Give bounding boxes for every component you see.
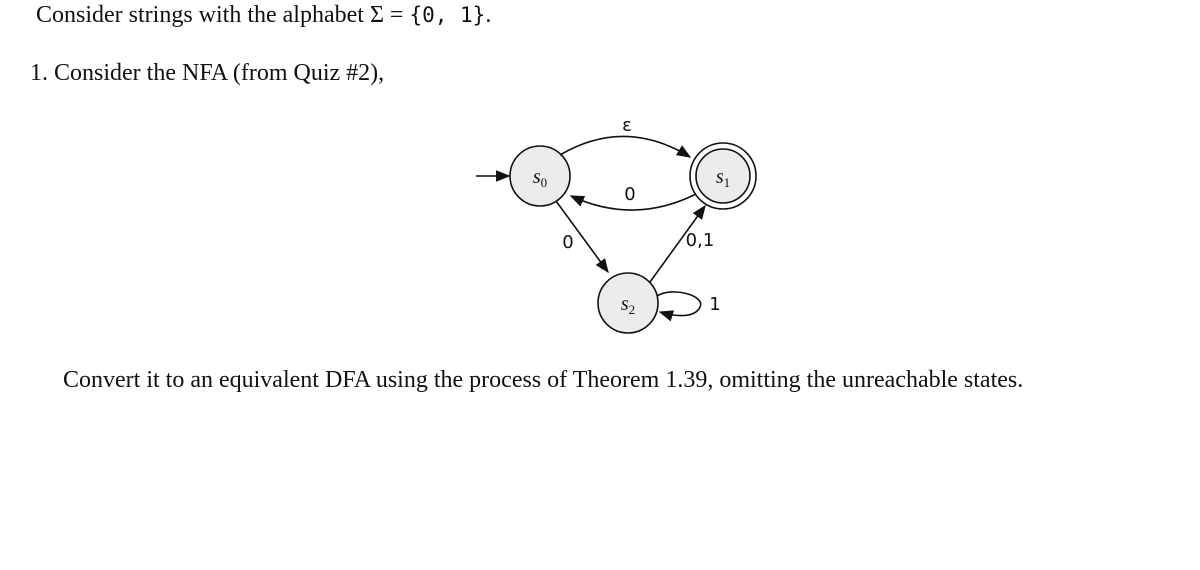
- question-number: 1.: [30, 60, 48, 86]
- state-s2-base: s: [620, 293, 629, 315]
- edge-label-epsilon: ε: [622, 115, 632, 136]
- question-text: Consider the NFA (from Quiz #2),: [54, 60, 385, 86]
- edge-s2-loop-1: [657, 292, 701, 316]
- state-s1-base: s: [715, 166, 724, 188]
- state-s1-sub: 1: [723, 175, 731, 190]
- state-s0-sub: 0: [540, 175, 548, 190]
- intro-prefix: Consider strings with the alphabet Σ =: [36, 2, 410, 28]
- edge-label-s2-loop: 1: [709, 294, 721, 315]
- state-s1: [690, 143, 756, 209]
- edge-label-s1-s0: 0: [624, 184, 636, 205]
- state-s0-base: s: [532, 166, 541, 188]
- alphabet-set: {0, 1}: [409, 3, 486, 27]
- edge-label-s0-s2: 0: [562, 232, 574, 253]
- instruction-text: Convert it to an equivalent DFA using the process of Theorem 1.39, omitting the unreachable states.: [63, 367, 1024, 393]
- intro-suffix: .: [485, 2, 492, 28]
- edge-s0-s1-epsilon: [560, 136, 690, 157]
- state-s2-sub: 2: [628, 302, 636, 317]
- edge-label-s2-s1: 0,1: [685, 230, 715, 251]
- state-s2: [598, 273, 658, 333]
